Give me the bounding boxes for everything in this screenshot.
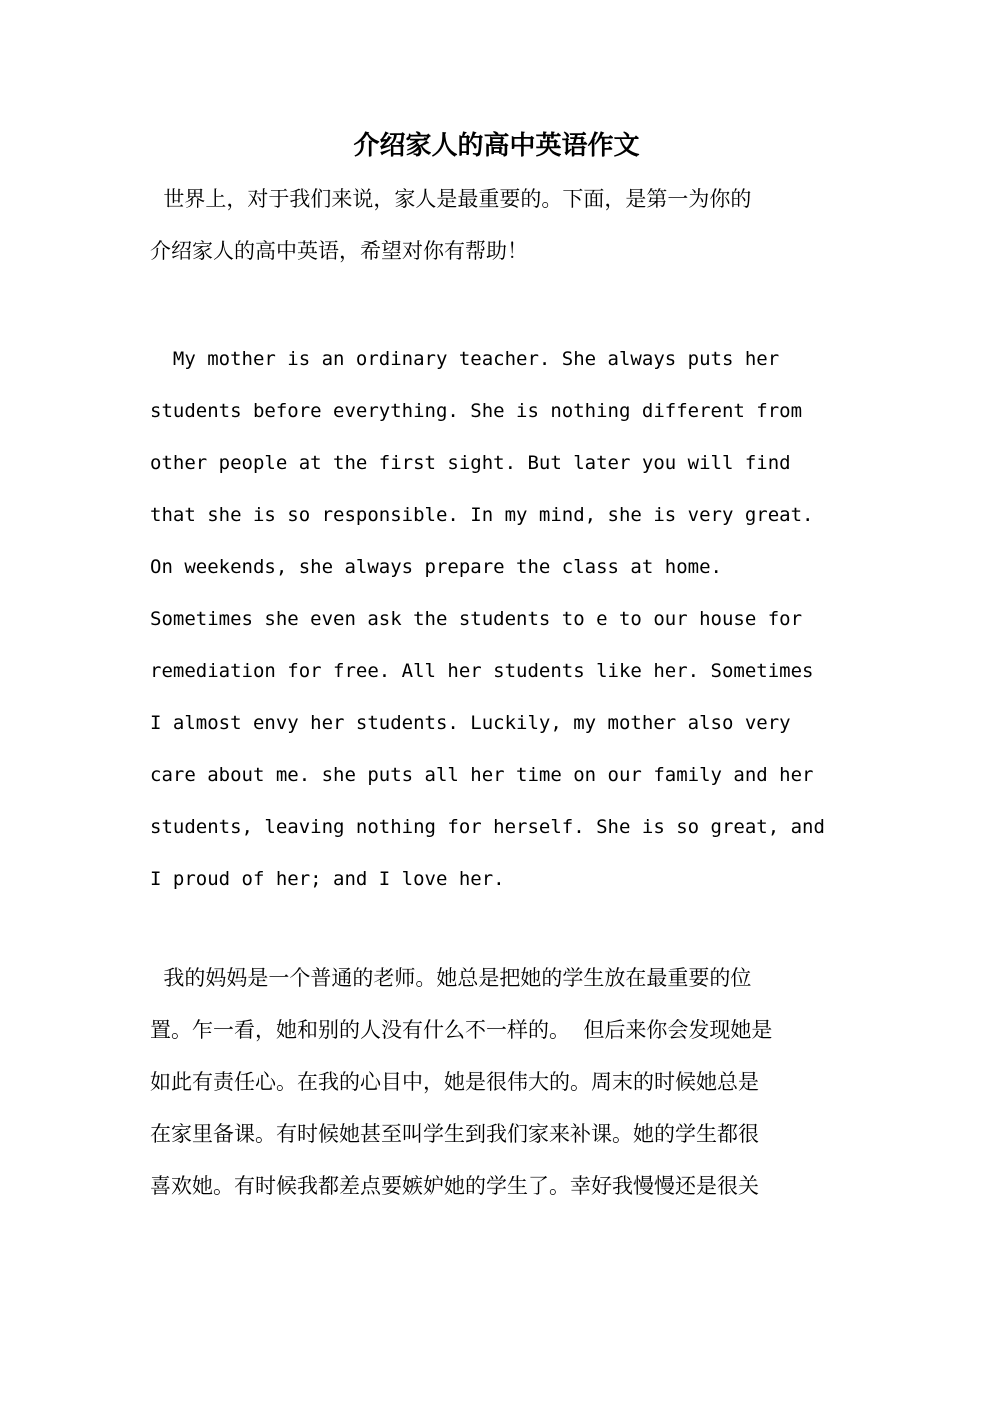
english-line: Sometimes she even ask the students to e to our house for xyxy=(150,608,803,630)
document-title: 介绍家人的高中英语作文 xyxy=(353,131,640,161)
intro-line: 介绍家人的高中英语，希望对你有帮助！ xyxy=(150,239,528,263)
chinese-line: 如此有责任心。在我的心目中，她是很伟大的。周末的时候她总是 xyxy=(150,1070,759,1094)
chinese-line: 喜欢她。有时候我都差点要嫉妒她的学生了。幸好我慢慢还是很关 xyxy=(150,1174,759,1198)
english-line: I proud of her; and I love her. xyxy=(150,868,505,890)
intro-line: 世界上，对于我们来说，家人是最重要的。下面，是第一为你的 xyxy=(150,187,752,211)
english-line: students, leaving nothing for herself. She is so great, and xyxy=(150,816,825,838)
english-line: I almost envy her students. Luckily, my mother also very xyxy=(150,712,791,734)
english-line: care about me. she puts all her time on our family and her xyxy=(150,764,814,786)
chinese-line: 在家里备课。有时候她甚至叫学生到我们家来补课。她的学生都很 xyxy=(150,1122,759,1146)
english-line: that she is so responsible. In my mind, she is very great. xyxy=(150,504,814,526)
chinese-line: 我的妈妈是一个普通的老师。她总是把她的学生放在最重要的位 xyxy=(150,966,752,990)
english-line: On weekends, she always prepare the class at home. xyxy=(150,556,722,578)
english-line: My mother is an ordinary teacher. She always puts her xyxy=(150,348,780,370)
english-line: remediation for free. All her students like her. Sometimes xyxy=(150,660,814,682)
english-line: students before everything. She is nothing different from xyxy=(150,400,803,422)
chinese-line: 置。乍一看，她和别的人没有什么不一样的。 但后来你会发现她是 xyxy=(150,1018,773,1042)
english-line: other people at the first sight. But later you will find xyxy=(150,452,791,474)
